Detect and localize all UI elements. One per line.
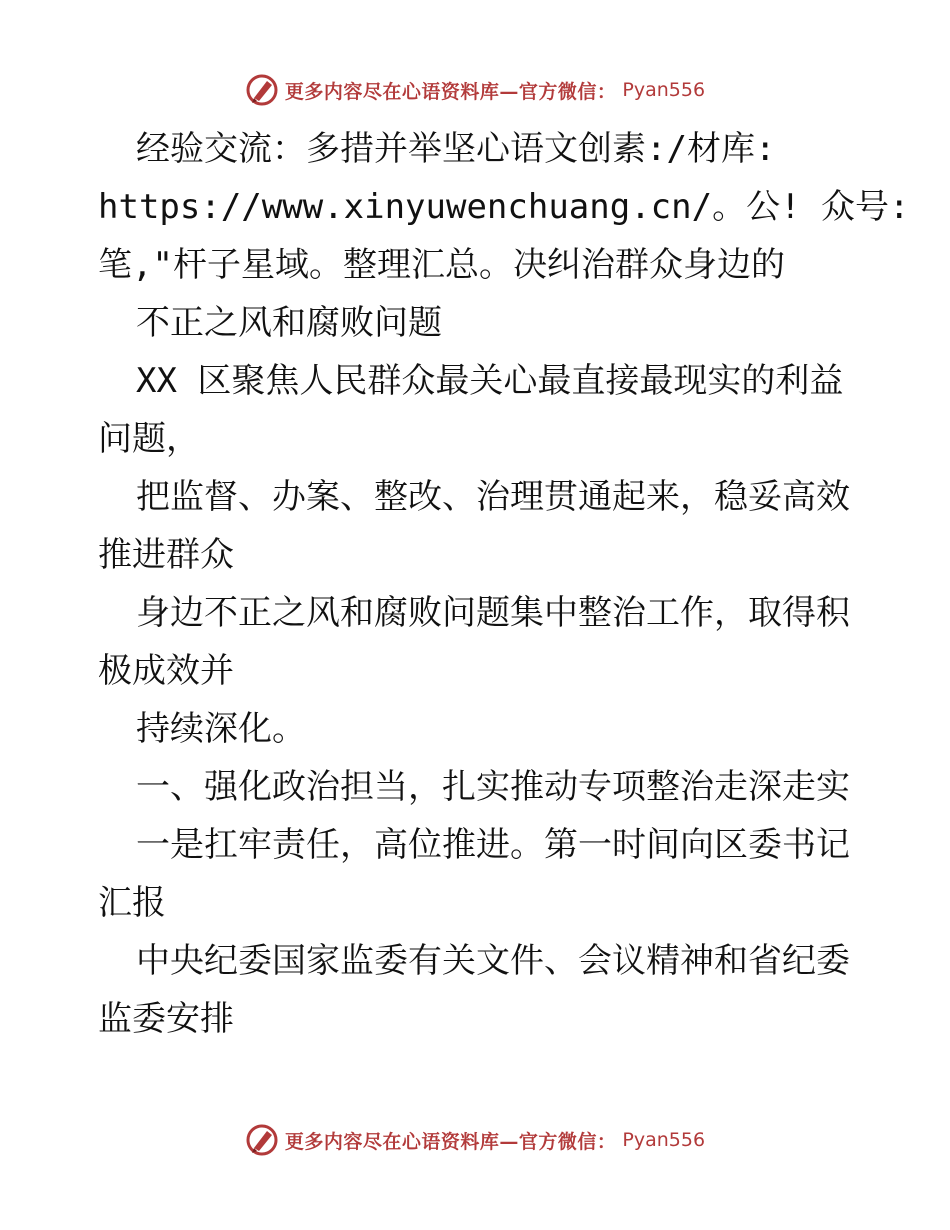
- body-text-line: 推进群众: [98, 535, 234, 575]
- watermark-text: 更多内容尽在心语资料库—官方微信：: [284, 80, 617, 103]
- body-text-line: 监委安排: [98, 999, 234, 1039]
- body-text-line: 不正之风和腐败问题: [136, 303, 442, 343]
- body-text-line: 极成效并: [98, 651, 234, 691]
- document-body: [98, 120, 910, 1048]
- pen-logo-icon: [245, 73, 279, 107]
- body-text-line: 问题，: [98, 419, 200, 459]
- watermark-wechat-id: Pyan556: [622, 1129, 706, 1151]
- body-text-line: 一、强化政治担当，扎实推动专项整治走深走实: [136, 767, 850, 807]
- body-text-line: 把监督、办案、整改、治理贯通起来，稳妥高效: [136, 477, 850, 517]
- header-watermark: [0, 70, 950, 110]
- body-text-line: https://www.xinyuwenchuang.cn/。公! 众号:: [98, 187, 910, 227]
- watermark-text: 更多内容尽在心语资料库—官方微信：: [284, 1130, 617, 1153]
- pen-logo-icon: [245, 1123, 279, 1157]
- body-text-line: 经验交流：多措并举坚心语文创素:/材库:: [136, 129, 776, 169]
- body-text-line: 汇报: [98, 883, 166, 923]
- body-text-line: 持续深化。: [136, 709, 306, 749]
- body-text-line: 笔,"杆子星域。整理汇总。决纠治群众身边的: [98, 245, 785, 285]
- watermark-wechat-id: Pyan556: [622, 79, 706, 101]
- body-text-line: 中央纪委国家监委有关文件、会议精神和省纪委: [136, 941, 850, 981]
- body-text-line: XX 区聚焦人民群众最关心最直接最现实的利益: [136, 361, 844, 401]
- footer-watermark: [0, 1120, 950, 1160]
- body-text-line: 身边不正之风和腐败问题集中整治工作，取得积: [136, 593, 850, 633]
- body-text-line: 一是扛牢责任，高位推进。第一时间向区委书记: [136, 825, 850, 865]
